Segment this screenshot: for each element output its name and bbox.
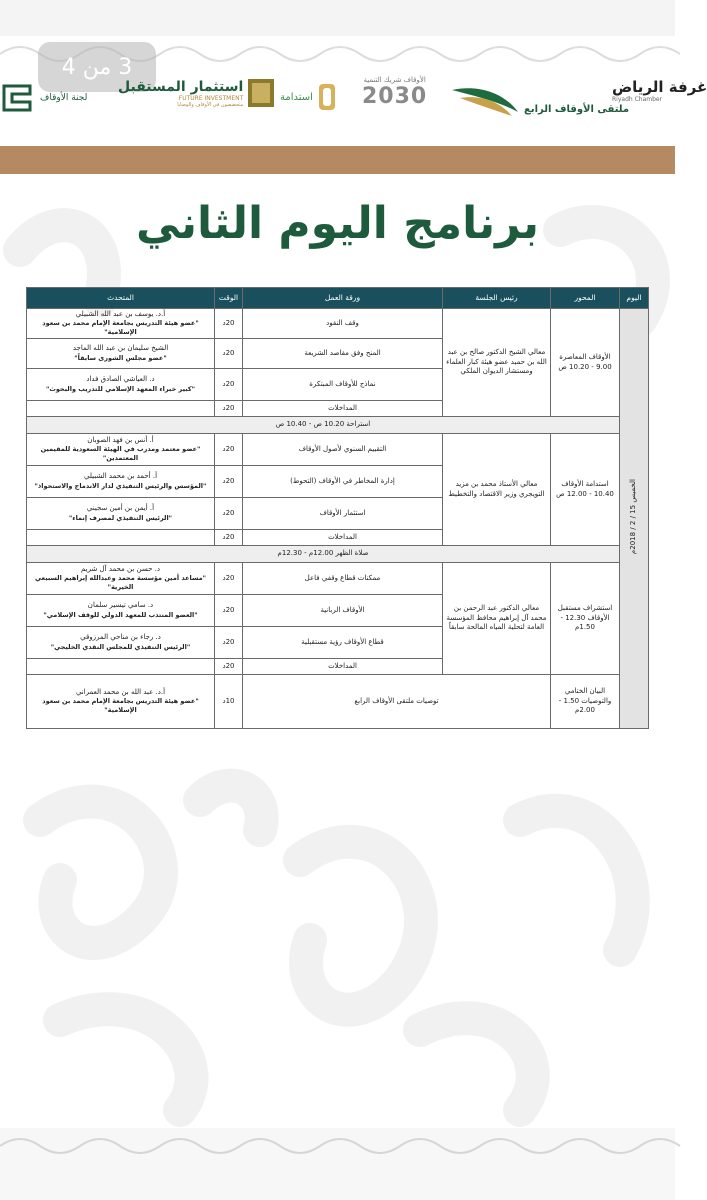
schedule-table bbox=[26, 287, 649, 729]
session-chair: معالي الأستاذ محمد بن مزيد التويجري وزير الاقتصاد والتخطيط bbox=[443, 434, 551, 546]
time-cell: 20د bbox=[215, 339, 243, 369]
break-row bbox=[27, 417, 649, 434]
vision-caption: الأوقاف شريك التنمية bbox=[363, 76, 426, 84]
page-counter-badge: 3 من 4 bbox=[38, 42, 156, 92]
riyadh-chamber-logo bbox=[612, 78, 707, 103]
break-row bbox=[27, 546, 649, 563]
awqaf-committee-name: لجنة الأوقاف bbox=[40, 93, 88, 103]
speaker-cell bbox=[27, 339, 215, 369]
time-cell: 20د bbox=[215, 659, 243, 675]
awqaf-committee-emblem-icon bbox=[0, 80, 36, 116]
speaker-role: "الرئيس التنفيذي للمجلس النقدي الخليجي" bbox=[50, 642, 191, 651]
speaker-name: أ.د. يوسف بن عبد الله الشبيلي bbox=[75, 310, 166, 319]
time-cell: 20د bbox=[215, 498, 243, 530]
paper-cell: قطاع الأوقاف رؤية مستقبلية bbox=[243, 627, 443, 659]
speaker-cell-empty bbox=[27, 530, 215, 546]
bottom-border-pattern bbox=[0, 1128, 675, 1164]
day-cell bbox=[620, 309, 649, 729]
speaker-role: "عضو هيئة التدريس بجامعة الإمام محمد بن سعود الإسلامية" bbox=[42, 319, 199, 337]
time-cell: 20د bbox=[215, 401, 243, 417]
speaker-cell bbox=[27, 563, 215, 595]
time-cell: 20د bbox=[215, 530, 243, 546]
paper-cell: المداخلات bbox=[243, 659, 443, 675]
speaker-role: "الرئيس التنفيذي لمصرف إنماء" bbox=[68, 513, 173, 522]
session-axis: استشراف مستقبل الأوقاف 12.30 - 1.50م bbox=[551, 563, 620, 675]
speaker-name: د. حسن بن محمد آل شريم bbox=[81, 565, 160, 574]
table-header-row bbox=[27, 288, 649, 309]
time-cell: 20د bbox=[215, 369, 243, 401]
istidama-name: استدامة bbox=[280, 91, 313, 103]
forum-wing-icon bbox=[450, 82, 520, 118]
istidama-emblem-icon bbox=[317, 82, 337, 112]
paper-cell: توصيات ملتقى الأوقاف الرابع bbox=[243, 675, 551, 729]
session-chair: معالي الشيخ الدكتور صالح بن عبد الله بن حميد عضو هيئة كبار العلماء ومستشار الديوان الملكي bbox=[443, 309, 551, 417]
paper-cell: نماذج للأوقاف المبتكرة bbox=[243, 369, 443, 401]
speaker-name: الشيخ سليمان بن عبد الله الماجد bbox=[72, 344, 169, 353]
speaker-role: "العضو المنتدب للمعهد الدولي للوقف الإسلامي" bbox=[43, 610, 198, 619]
paper-cell: المنح وفق مقاصد الشريعة bbox=[243, 339, 443, 369]
speaker-name: أ. أحمد بن محمد الشبيلي bbox=[83, 472, 158, 481]
paper-cell: المداخلات bbox=[243, 530, 443, 546]
speaker-role: "عضو مجلس الشورى سابقاً" bbox=[74, 353, 167, 362]
future-investment-name-ar: استثمار المستقبل bbox=[118, 78, 244, 95]
break-label: صلاة الظهر 12.00م - 12.30م bbox=[27, 546, 620, 563]
table-row bbox=[27, 434, 649, 466]
paper-cell: ممكنات قطاع وقفي فاعل bbox=[243, 563, 443, 595]
header-axis: المحور bbox=[551, 288, 620, 309]
forum-logo bbox=[450, 80, 630, 120]
day-label: الخميس 15 / 2 / 2018م bbox=[629, 479, 638, 555]
viewer-top-bar bbox=[0, 0, 675, 36]
speaker-name: د. رجاء بن مناحي المرزوقي bbox=[80, 633, 161, 642]
time-cell: 20د bbox=[215, 595, 243, 627]
time-cell: 20د bbox=[215, 309, 243, 339]
riyadh-chamber-name-en: Riyadh Chamber bbox=[612, 96, 663, 103]
header-chair: رئيس الجلسة bbox=[443, 288, 551, 309]
vision-year: 2030 bbox=[362, 84, 428, 109]
paper-cell: المداخلات bbox=[243, 401, 443, 417]
decorative-brown-band bbox=[0, 146, 675, 174]
istidama-logo bbox=[280, 82, 337, 112]
session-chair: معالي الدكتور عبد الرحمن بن محمد آل إبراهيم محافظ المؤسسة العامة لتحلية المياه المالحة سابقاً bbox=[443, 563, 551, 675]
header-speaker: المتحدث bbox=[27, 288, 215, 309]
sponsor-logo-strip bbox=[0, 66, 707, 146]
time-cell: 20د bbox=[215, 434, 243, 466]
table-row bbox=[27, 675, 649, 729]
header-paper: ورقة العمل bbox=[243, 288, 443, 309]
riyadh-chamber-name-ar: غرفة الرياض bbox=[612, 78, 707, 96]
speaker-name: أ. أيمن بن أمين سجيني bbox=[86, 504, 155, 513]
paper-cell: التقييم السنوي لأصول الأوقاف bbox=[243, 434, 443, 466]
session-axis: الأوقاف المعاصرة 9.00 - 10.20 ص bbox=[551, 309, 620, 417]
session-axis: البيان الختامي والتوصيات 1.50 - 2.00م bbox=[551, 675, 620, 729]
speaker-cell bbox=[27, 675, 215, 729]
future-investment-name-en: FUTURE INVESTMENT bbox=[178, 94, 244, 102]
time-cell: 20د bbox=[215, 466, 243, 498]
paper-cell: وقف النقود bbox=[243, 309, 443, 339]
speaker-cell bbox=[27, 627, 215, 659]
speaker-role: "مساعد أمين مؤسسة محمد وعبدالله إبراهيم السبيعي الخيرية" bbox=[34, 574, 207, 592]
speaker-role: "عضو معتمد ومدرب في الهيئة السعودية للمقيمين المعتمدين" bbox=[40, 445, 201, 463]
speaker-name: أ.د. عبد الله بن محمد العمراني bbox=[75, 688, 166, 697]
paper-cell: إدارة المخاطر في الأوقاف (التحوط) bbox=[243, 466, 443, 498]
speaker-cell-empty bbox=[27, 659, 215, 675]
speaker-role: "عضو هيئة التدريس بجامعة الإمام محمد بن سعود الإسلامية" bbox=[42, 697, 199, 715]
page-title: برنامج اليوم الثاني bbox=[135, 198, 540, 249]
speaker-name: د. سامي تيسير سلمان bbox=[87, 601, 154, 610]
speaker-role: "كبير خبراء المعهد الإسلامي للتدريب والبحوث" bbox=[45, 384, 196, 393]
break-label: استراحة 10.20 ص - 10.40 ص bbox=[27, 417, 620, 434]
session-axis: استدامة الأوقاف 10.40 - 12.00 ص bbox=[551, 434, 620, 546]
speaker-name: أ. أنس بن فهد الصوبان bbox=[87, 436, 154, 445]
speaker-role: "المؤسس والرئيس التنفيذي لدار الاندماج والاستحواذ" bbox=[34, 481, 207, 490]
future-investment-emblem-icon bbox=[247, 78, 275, 108]
speaker-cell bbox=[27, 434, 215, 466]
speaker-name: د. العياشي الصادق فداد bbox=[86, 375, 155, 384]
awqaf-committee-logo bbox=[0, 80, 87, 116]
time-cell: 10د bbox=[215, 675, 243, 729]
paper-cell: الأوقاف الربانية bbox=[243, 595, 443, 627]
header-day: اليوم bbox=[620, 288, 649, 309]
time-cell: 20د bbox=[215, 563, 243, 595]
speaker-cell bbox=[27, 498, 215, 530]
speaker-cell-empty bbox=[27, 401, 215, 417]
speaker-cell bbox=[27, 466, 215, 498]
header-time: الوقت bbox=[215, 288, 243, 309]
future-investment-subtitle: متخصصون في الأوقاف والوصايا bbox=[177, 101, 244, 108]
speaker-cell bbox=[27, 369, 215, 401]
table-row bbox=[27, 309, 649, 339]
paper-cell: استثمار الأوقاف bbox=[243, 498, 443, 530]
speaker-cell bbox=[27, 309, 215, 339]
speaker-cell bbox=[27, 595, 215, 627]
future-investment-logo bbox=[118, 78, 275, 108]
forum-name: ملتقى الأوقاف الرابع bbox=[524, 103, 630, 115]
time-cell: 20د bbox=[215, 627, 243, 659]
table-row bbox=[27, 563, 649, 595]
vision-2030-logo bbox=[362, 76, 427, 109]
